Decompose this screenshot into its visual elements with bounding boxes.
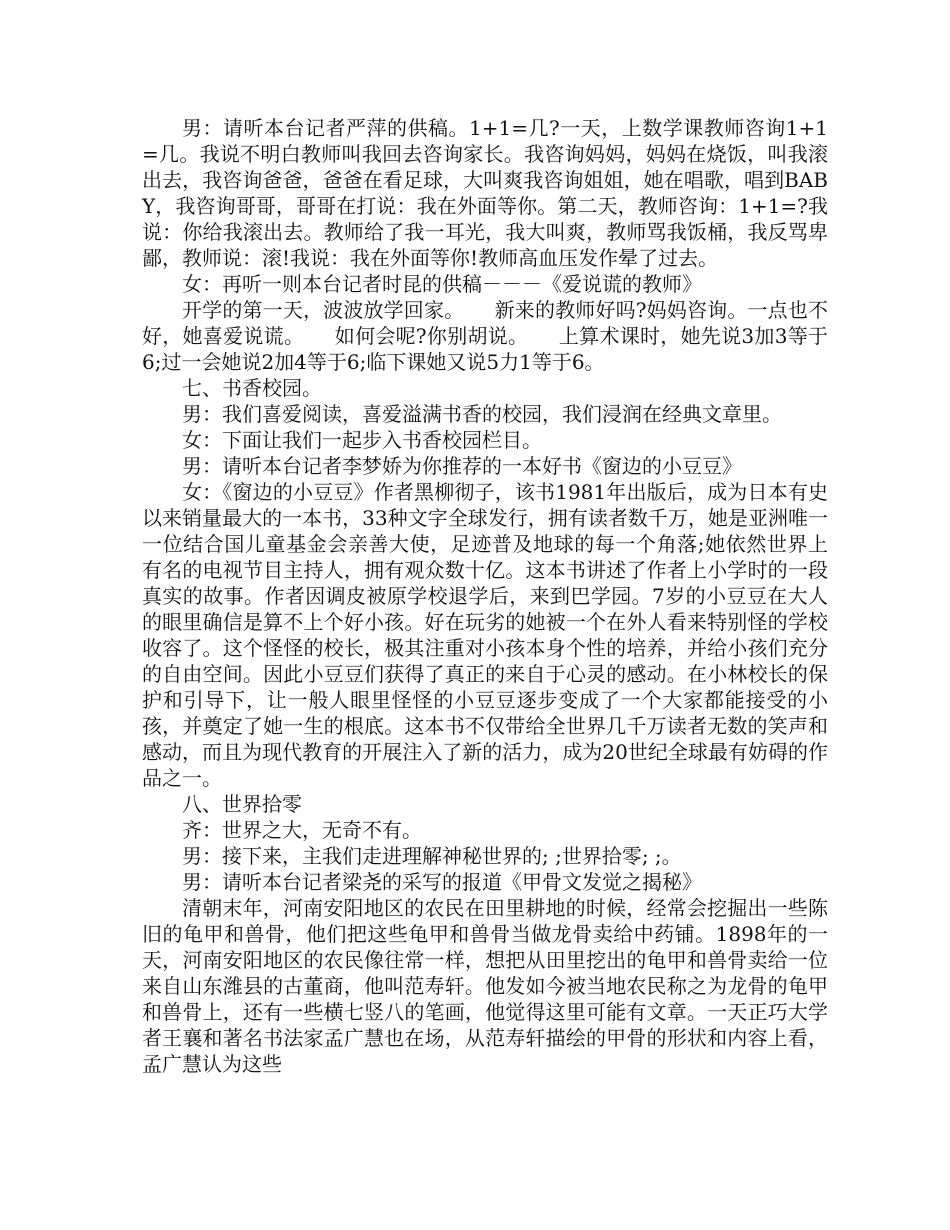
- paragraph-oracle-bone-story: 清朝末年，河南安阳地区的农民在田里耕地的时候，经常会挖掘出一些陈旧的龟甲和兽骨，他们把这些龟甲和兽骨当做龙骨卖给中药铺。1898年的一天，河南安阳地区的农民像往常一样，想把从田里挖出的龟甲和兽骨卖给一位来自山东潍县的古董商，他叫范寿轩。他发如今被当地农民称之为龙骨的龟甲和兽骨上，还有一些横七竖八的笔画，他觉得这里可能有文章。一天正巧大学者王襄和著名书法家孟广慧也在场，从范寿轩描绘的甲骨的形状和内容上看，孟广慧认为这些: [142, 896, 828, 1076]
- section-heading-book-campus: 七、书香校园。: [182, 376, 322, 400]
- paragraph-math-joke: 男：请听本台记者严萍的供稿。1+1=几?一天，上数学课教师咨询1+1=几。我说不明白教师叫我回去咨询家长。我咨询妈妈，妈妈在烧饭，叫我滚出去，我咨询爸爸，爸爸在看足球，大叫爽我咨询姐姐，她在唱歌，唱到BABY，我咨询哥哥，哥哥在打说：我在外面等你。第二天，教师咨询：1+1=?我说：你给我滚出去。教师给了我一耳光，我大叫爽，教师骂我饭桶，我反骂卑鄙，教师说：滚!我说：我在外面等你!教师高血压发作晕了过去。: [142, 116, 828, 270]
- paragraph-totto-chan: 女：《窗边的小豆豆》作者黑柳彻子，该书1981年出版后，成为日本有史以来销量最大的一本书，33种文字全球发行，拥有读者数千万，她是亚洲唯一一位结合国儿童基金会亲善大使，足迹普及地球的每一个角落;她依然世界上有名的电视节目主持人，拥有观众数十亿。这本书讲述了作者上小学时的一段真实的故事。作者因调皮被原学校退学后，来到巴学园。7岁的小豆豆在大人的眼里确信是算不上个好小孩。好在玩劣的她被一个在外人看来特别怪的学校收容了。这个怪怪的校长，极其注重对小孩本身个性的培养，并给小孩们充分的自由空间。因此小豆豆们获得了真正的来自于心灵的感动。在小林校长的保护和引导下，让一般人眼里怪怪的小豆豆逐步变成了一个大家都能接受的小孩，并奠定了她一生的根底。这本书不仅带给全世界几千万读者无数的笑声和感动，而且为现代教育的开展注入了新的活力，成为20世纪全球最有妨碍的作品之一。: [142, 480, 828, 790]
- document-page: [142, 115, 828, 1077]
- paragraph-book-recommend: 男：请听本台记者李梦娇为你推荐的一本好书《窗边的小豆豆》: [182, 454, 742, 478]
- section-heading-world-fragments: 八、世界拾零: [182, 792, 302, 816]
- paragraph-reading-love: 男：我们喜爱阅读，喜爱溢满书香的校园，我们浸润在经典文章里。: [182, 402, 782, 426]
- paragraph-book-campus-intro: 女：下面让我们一起步入书香校园栏目。: [182, 428, 542, 452]
- paragraph-oracle-bone-report: 男：请听本台记者梁尧的采写的报道《甲骨文发觉之揭秘》: [182, 870, 702, 894]
- paragraph-lying-teacher-story: 开学的第一天，波波放学回家。 新来的教师好吗?妈妈咨询。一点也不好，她喜爱说谎。 如何会呢?你别胡说。 上算术课时，她先说3加3等于6;过一会她说2加4等于6;临下课她又说5力1等于6。: [142, 298, 828, 374]
- paragraph-world-fragments-intro: 男：接下来，主我们走进理解神秘世界的; ;世界拾零; ;。: [182, 844, 682, 868]
- paragraph-world-wonders: 齐：世界之大，无奇不有。: [182, 818, 422, 842]
- paragraph-lying-teacher-intro: 女：再听一则本台记者时昆的供稿－－－《爱说谎的教师》: [182, 272, 702, 296]
